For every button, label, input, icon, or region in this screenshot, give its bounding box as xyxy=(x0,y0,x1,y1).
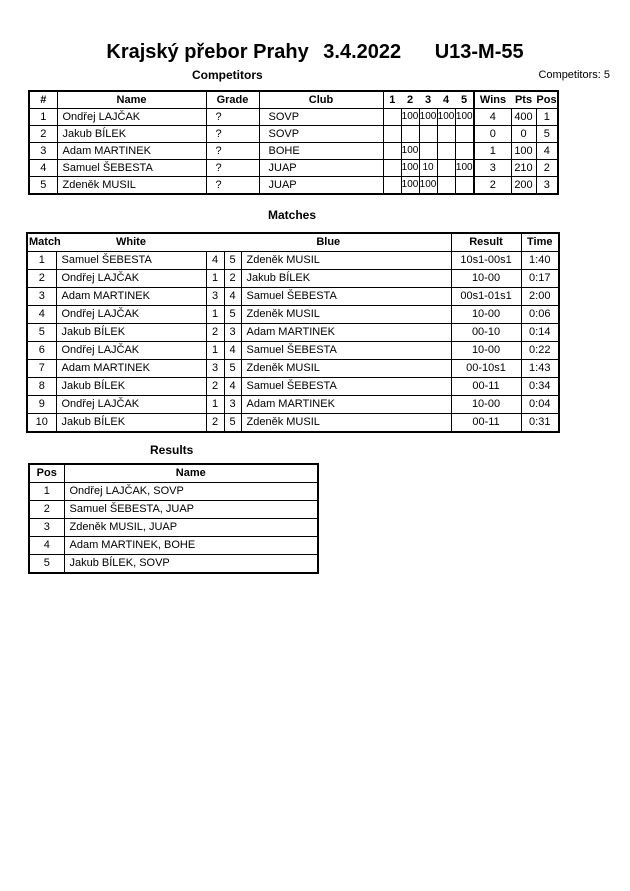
table-cell: Jakub BÍLEK xyxy=(57,126,206,143)
table-cell: 4 xyxy=(29,537,64,555)
table-cell: 4 xyxy=(474,109,511,126)
table-cell: 10-00 xyxy=(451,342,521,360)
table-cell: Ondřej LAJČAK xyxy=(56,306,206,324)
table-cell: JUAP xyxy=(259,177,383,195)
table-cell: Zdeněk MUSIL xyxy=(241,252,451,270)
table-cell: 0:31 xyxy=(521,414,559,433)
table-cell: 5 xyxy=(224,360,241,378)
table-cell: 4 xyxy=(224,342,241,360)
table-cell: Samuel ŠEBESTA xyxy=(56,252,206,270)
table-cell xyxy=(419,143,437,160)
table-row xyxy=(27,288,559,306)
table-cell: 0:06 xyxy=(521,306,559,324)
table-cell: 2 xyxy=(29,126,57,143)
table-cell: ? xyxy=(206,160,259,177)
table-cell: 4 xyxy=(224,288,241,306)
column-header-pts: Pts xyxy=(511,91,536,109)
table-cell: 0:22 xyxy=(521,342,559,360)
table-cell: Jakub BÍLEK, SOVP xyxy=(64,555,318,574)
table-header-row xyxy=(27,233,559,252)
table-row xyxy=(29,126,558,143)
table-cell xyxy=(419,126,437,143)
column-header-pos: Pos xyxy=(29,464,64,483)
table-cell: 0:14 xyxy=(521,324,559,342)
table-cell: 2 xyxy=(474,177,511,195)
table-cell: 5 xyxy=(29,555,64,574)
table-cell: Jakub BÍLEK xyxy=(241,270,451,288)
table-cell: 0:17 xyxy=(521,270,559,288)
table-cell: 4 xyxy=(29,160,57,177)
competitors-count: Competitors: 5 xyxy=(538,69,610,81)
table-cell: 3 xyxy=(27,288,56,306)
column-header-result: Result xyxy=(451,233,521,252)
column-header-opp5: 5 xyxy=(455,91,474,109)
table-row xyxy=(27,306,559,324)
column-header-number: # xyxy=(29,91,57,109)
table-cell: SOVP xyxy=(259,126,383,143)
matches-table xyxy=(26,232,560,433)
table-cell: Ondřej LAJČAK xyxy=(56,270,206,288)
table-row xyxy=(29,160,558,177)
table-cell xyxy=(383,143,401,160)
column-header-pos: Pos xyxy=(536,91,558,109)
table-cell: 7 xyxy=(27,360,56,378)
table-row xyxy=(27,360,559,378)
table-cell: Adam MARTINEK xyxy=(56,288,206,306)
table-cell xyxy=(383,160,401,177)
table-cell: 3 xyxy=(536,177,558,195)
table-cell: 1 xyxy=(536,109,558,126)
table-cell: Zdeněk MUSIL, JUAP xyxy=(64,519,318,537)
table-row xyxy=(29,555,318,574)
table-cell xyxy=(437,126,455,143)
table-header-row xyxy=(29,91,558,109)
table-cell xyxy=(401,126,419,143)
table-cell: 3 xyxy=(224,396,241,414)
table-cell: Adam MARTINEK xyxy=(57,143,206,160)
table-cell: Samuel ŠEBESTA xyxy=(57,160,206,177)
table-cell: 100 xyxy=(419,177,437,195)
table-cell: 100 xyxy=(401,143,419,160)
table-cell: 5 xyxy=(27,324,56,342)
table-cell: 100 xyxy=(401,109,419,126)
column-header-opp1: 1 xyxy=(383,91,401,109)
table-cell xyxy=(455,126,474,143)
title-category: U13-M-55 xyxy=(434,41,524,63)
table-cell: 100 xyxy=(419,109,437,126)
table-cell: 1:43 xyxy=(521,360,559,378)
table-cell: 3 xyxy=(206,360,224,378)
table-cell: 00-10 xyxy=(451,324,521,342)
title-date: 3.4.2022 xyxy=(323,41,402,63)
table-cell: Adam MARTINEK xyxy=(241,324,451,342)
table-cell xyxy=(437,143,455,160)
table-cell: Zdeněk MUSIL xyxy=(241,360,451,378)
table-cell: 3 xyxy=(224,324,241,342)
table-row xyxy=(27,324,559,342)
table-cell: 1 xyxy=(27,252,56,270)
table-cell: 0 xyxy=(474,126,511,143)
table-cell: Samuel ŠEBESTA xyxy=(241,378,451,396)
table-cell: 10-00 xyxy=(451,396,521,414)
table-row xyxy=(29,177,558,195)
table-cell: JUAP xyxy=(259,160,383,177)
table-row xyxy=(27,252,559,270)
table-cell: 4 xyxy=(224,378,241,396)
table-cell: Ondřej LAJČAK, SOVP xyxy=(64,483,318,501)
table-cell xyxy=(383,126,401,143)
table-cell: 10 xyxy=(419,160,437,177)
table-cell: 100 xyxy=(401,160,419,177)
table-cell: Adam MARTINEK xyxy=(241,396,451,414)
column-header-match: Match xyxy=(27,233,56,252)
table-cell: 2 xyxy=(536,160,558,177)
table-cell: 1 xyxy=(29,483,64,501)
results-section-heading: Results xyxy=(150,443,194,457)
table-cell: 210 xyxy=(511,160,536,177)
table-cell: 3 xyxy=(29,519,64,537)
table-cell xyxy=(437,177,455,195)
table-cell: 3 xyxy=(474,160,511,177)
table-cell: ? xyxy=(206,109,259,126)
table-cell: 1 xyxy=(206,342,224,360)
table-cell: Zdeněk MUSIL xyxy=(241,306,451,324)
table-cell: Zdeněk MUSIL xyxy=(241,414,451,433)
table-cell: 200 xyxy=(511,177,536,195)
table-row xyxy=(27,378,559,396)
competitors-section-heading: Competitors xyxy=(192,68,263,82)
table-cell: Ondřej LAJČAK xyxy=(57,109,206,126)
table-cell: Ondřej LAJČAK xyxy=(56,396,206,414)
table-cell: Jakub BÍLEK xyxy=(56,414,206,433)
table-cell: 10 xyxy=(27,414,56,433)
competitors-body xyxy=(29,109,558,195)
table-cell: 4 xyxy=(27,306,56,324)
table-row xyxy=(27,270,559,288)
column-header-opp4: 4 xyxy=(437,91,455,109)
table-cell: 5 xyxy=(29,177,57,195)
table-row xyxy=(29,519,318,537)
table-cell: 100 xyxy=(401,177,419,195)
table-cell: 8 xyxy=(27,378,56,396)
table-cell: 4 xyxy=(536,143,558,160)
table-cell: 1 xyxy=(474,143,511,160)
table-cell: 0:04 xyxy=(521,396,559,414)
table-cell: 2 xyxy=(206,378,224,396)
table-cell: 6 xyxy=(27,342,56,360)
table-cell: Zdeněk MUSIL xyxy=(57,177,206,195)
table-cell: SOVP xyxy=(259,109,383,126)
table-cell: 100 xyxy=(455,160,474,177)
table-cell: 2 xyxy=(29,501,64,519)
table-cell: Adam MARTINEK, BOHE xyxy=(64,537,318,555)
table-cell: 400 xyxy=(511,109,536,126)
table-cell: 00-11 xyxy=(451,378,521,396)
table-row xyxy=(29,537,318,555)
table-cell: 1 xyxy=(206,396,224,414)
table-cell: 100 xyxy=(455,109,474,126)
table-cell: 1:40 xyxy=(521,252,559,270)
matches-section-heading: Matches xyxy=(268,208,317,222)
table-cell: 5 xyxy=(224,414,241,433)
table-row xyxy=(29,143,558,160)
table-header-row xyxy=(29,464,318,483)
table-cell: 1 xyxy=(29,109,57,126)
table-cell: 5 xyxy=(224,306,241,324)
table-cell: Samuel ŠEBESTA xyxy=(241,288,451,306)
table-row xyxy=(27,396,559,414)
table-cell xyxy=(455,143,474,160)
column-header-name: Name xyxy=(57,91,206,109)
column-header-name: Name xyxy=(64,464,318,483)
title-event: Krajský přebor Prahy xyxy=(106,41,309,63)
table-cell: ? xyxy=(206,126,259,143)
table-cell: 2 xyxy=(224,270,241,288)
table-cell: Jakub BÍLEK xyxy=(56,324,206,342)
table-cell: 2:00 xyxy=(521,288,559,306)
table-row xyxy=(29,501,318,519)
competitors-table xyxy=(28,90,559,195)
table-cell: 0:34 xyxy=(521,378,559,396)
column-header-club: Club xyxy=(259,91,383,109)
results-table xyxy=(28,463,319,574)
matches-body xyxy=(27,252,559,433)
table-cell: 2 xyxy=(206,324,224,342)
table-cell: 4 xyxy=(206,252,224,270)
column-header-opp3: 3 xyxy=(419,91,437,109)
table-cell: 3 xyxy=(29,143,57,160)
table-cell xyxy=(455,177,474,195)
table-cell: 1 xyxy=(206,306,224,324)
table-row xyxy=(27,414,559,433)
results-body xyxy=(29,483,318,574)
table-cell: 100 xyxy=(511,143,536,160)
column-header-white: White xyxy=(56,233,206,252)
table-cell: Adam MARTINEK xyxy=(56,360,206,378)
column-header-wins: Wins xyxy=(474,91,511,109)
table-cell: 0 xyxy=(511,126,536,143)
table-cell: 1 xyxy=(206,270,224,288)
table-row xyxy=(27,342,559,360)
table-cell: 5 xyxy=(224,252,241,270)
table-cell: BOHE xyxy=(259,143,383,160)
table-cell: 5 xyxy=(536,126,558,143)
table-cell: ? xyxy=(206,143,259,160)
table-row xyxy=(29,109,558,126)
table-cell: 00-11 xyxy=(451,414,521,433)
table-cell: 9 xyxy=(27,396,56,414)
table-cell: 2 xyxy=(27,270,56,288)
table-cell: Samuel ŠEBESTA, JUAP xyxy=(64,501,318,519)
table-row xyxy=(29,483,318,501)
table-cell: 10-00 xyxy=(451,270,521,288)
table-cell: 00s1-01s1 xyxy=(451,288,521,306)
table-cell: 3 xyxy=(206,288,224,306)
column-header-grade: Grade xyxy=(206,91,259,109)
column-header-opp2: 2 xyxy=(401,91,419,109)
table-cell: Samuel ŠEBESTA xyxy=(241,342,451,360)
table-cell: ? xyxy=(206,177,259,195)
table-cell: 100 xyxy=(437,109,455,126)
table-cell: Jakub BÍLEK xyxy=(56,378,206,396)
table-cell xyxy=(383,177,401,195)
table-cell: 00-10s1 xyxy=(451,360,521,378)
table-cell: Ondřej LAJČAK xyxy=(56,342,206,360)
table-cell: 2 xyxy=(206,414,224,433)
table-cell xyxy=(437,160,455,177)
table-cell: 10-00 xyxy=(451,306,521,324)
table-cell xyxy=(383,109,401,126)
page-title xyxy=(0,41,630,64)
column-header-blue: Blue xyxy=(206,233,451,252)
column-header-time: Time xyxy=(521,233,559,252)
table-cell: 10s1-00s1 xyxy=(451,252,521,270)
